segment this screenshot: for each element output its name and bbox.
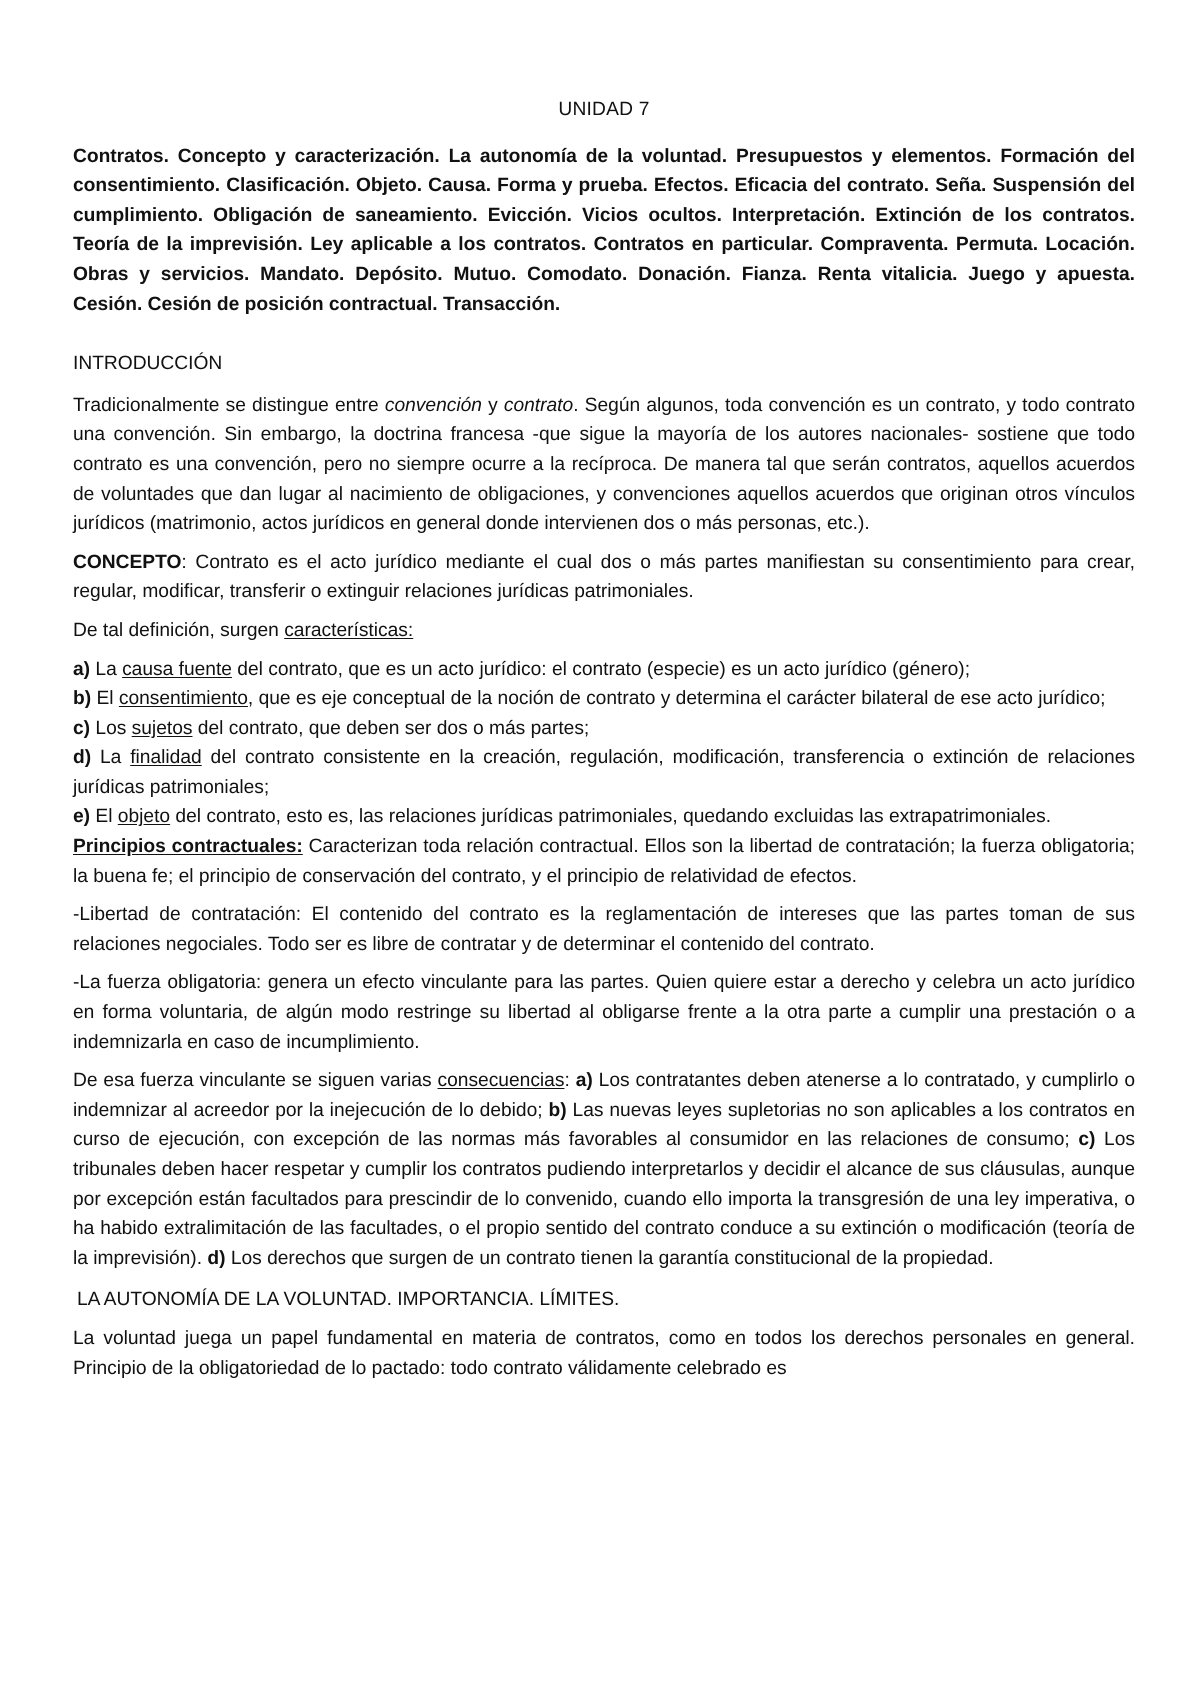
list-item: a) La causa fuente del contrato, que es un acto jurídico: el contrato (especie) es un acto jurídico (género); — [73, 658, 971, 680]
document-title: UNIDAD 7 — [558, 99, 650, 120]
fuerza-paragraph: -La fuerza obligatoria: genera un efecto vinculante para las partes. Quien quiere estar a derecho y celebra un acto jurídico en forma voluntaria, de algún modo restringe su libertad al obligarse frente a la otra parte a cumplir una prestación o a indemnizarla en caso de incumplimiento. — [73, 972, 1135, 1053]
principios-label: Principios contractuales: — [73, 836, 303, 858]
caracteristicas-lead: De tal definición, surgen características: — [73, 619, 414, 641]
list-item: d) La finalidad del contrato consistente en la creación, regulación, modificación, transferencia o extinción de relaciones jurídicas patrimoniales; — [73, 747, 1135, 798]
list-item: e) El objeto del contrato, esto es, las relaciones jurídicas patrimoniales, quedando excluidas las extrapatrimoniales. — [73, 806, 1052, 828]
intro-paragraph: Tradicionalmente se distingue entre convención y contrato. Según algunos, toda convención es un contrato, y todo contrato una convención. Sin embargo, la doctrina francesa -que sigue la mayoría de los autores nacionales- sostiene que todo contrato es una convención, pero no siempre ocurre a la recíproca. De manera tal que serán contratos, aquellos acuerdos de voluntades que dan lugar al nacimiento de obligaciones, y convenciones aquellos acuerdos que originan otros vínculos jurídicos (matrimonio, actos jurídicos en general donde intervienen dos o más personas, etc.). — [73, 394, 1136, 535]
caracteristicas-list — [73, 655, 1135, 833]
autonomia-heading: LA AUTONOMÍA DE LA VOLUNTAD. IMPORTANCIA. LÍMITES. — [77, 1289, 620, 1311]
intro-heading: INTRODUCCIÓN — [73, 353, 223, 375]
concepto-paragraph: CONCEPTO: Contrato es el acto jurídico mediante el cual dos o más partes manifiestan su consentimiento para crear, regular, modificar, transferir o extinguir relaciones jurídicas patrimoniales. — [73, 551, 1135, 603]
document-page — [73, 95, 1135, 1392]
list-item: b) El consentimiento, que es eje conceptual de la noción de contrato y determina el carácter bilateral de ese acto jurídico; — [73, 688, 1106, 710]
principios-paragraph: Principios contractuales: Caracterizan toda relación contractual. Ellos son la libertad de contratación; la fuerza obligatoria; la buena fe; el principio de conservación del contrato, y el principio de relatividad de efectos. — [73, 836, 1135, 887]
term-convencion: convención — [384, 394, 482, 416]
term-contrato: contrato — [503, 394, 574, 416]
unit-summary: Contratos. Concepto y caracterización. La autonomía de la voluntad. Presupuestos y elementos. Formación del consentimiento. Clasificación. Objeto. Causa. Forma y prueba. Efectos. Eficacia del contrato. Seña. Suspensión del cumplimiento. Obligación de saneamiento. Evicción. Vicios ocultos. Interpretación. Extinción de los contratos. Teoría de la imprevisión. Ley aplicable a los contratos. Contratos en particular. Compraventa. Permuta. Locación. Obras y servicios. Mandato. Depósito. Mutuo. Comodato. Donación. Fianza. Renta vitalicia. Juego y apuesta. Cesión. Cesión de posición contractual. Transacción. — [73, 145, 1135, 315]
autonomia-paragraph: La voluntad juega un papel fundamental en materia de contratos, como en todos los derechos personales en general. Principio de la obligatoriedad de lo pactado: todo contrato válidamente celebrado es — [73, 1327, 1135, 1379]
consecuencias-paragraph: De esa fuerza vinculante se siguen varias consecuencias: a) Los contratantes deben atenerse a lo contratado, y cumplirlo o indemnizar al acreedor por la inejecución de lo debido; b) Las nuevas leyes supletorias no son aplicables a los contratos en curso de ejecución, con excepción de las normas más favorables al consumidor en las relaciones de consumo; c) Los tribunales deben hacer respetar y cumplir los contratos pudiendo interpretarlos y decidir el alcance de sus cláusulas, aunque por excepción están facultados para prescindir de lo convenido, cuando ello importa la transgresión de una ley imperativa, o ha habido extralimitación de las facultades, o el propio sentido del contrato conduce a su extinción o modificación (teoría de la imprevisión). d) Los derechos que surgen de un contrato tienen la garantía constitucional de la propiedad. — [73, 1070, 1136, 1269]
list-item: c) Los sujetos del contrato, que deben ser dos o más partes; — [73, 717, 590, 739]
concepto-label: CONCEPTO — [73, 551, 182, 573]
libertad-paragraph: -Libertad de contratación: El contenido del contrato es la reglamentación de intereses que las partes toman de sus relaciones negociales. Todo ser es libre de contratar y de determinar el contenido del contrato. — [73, 904, 1135, 955]
